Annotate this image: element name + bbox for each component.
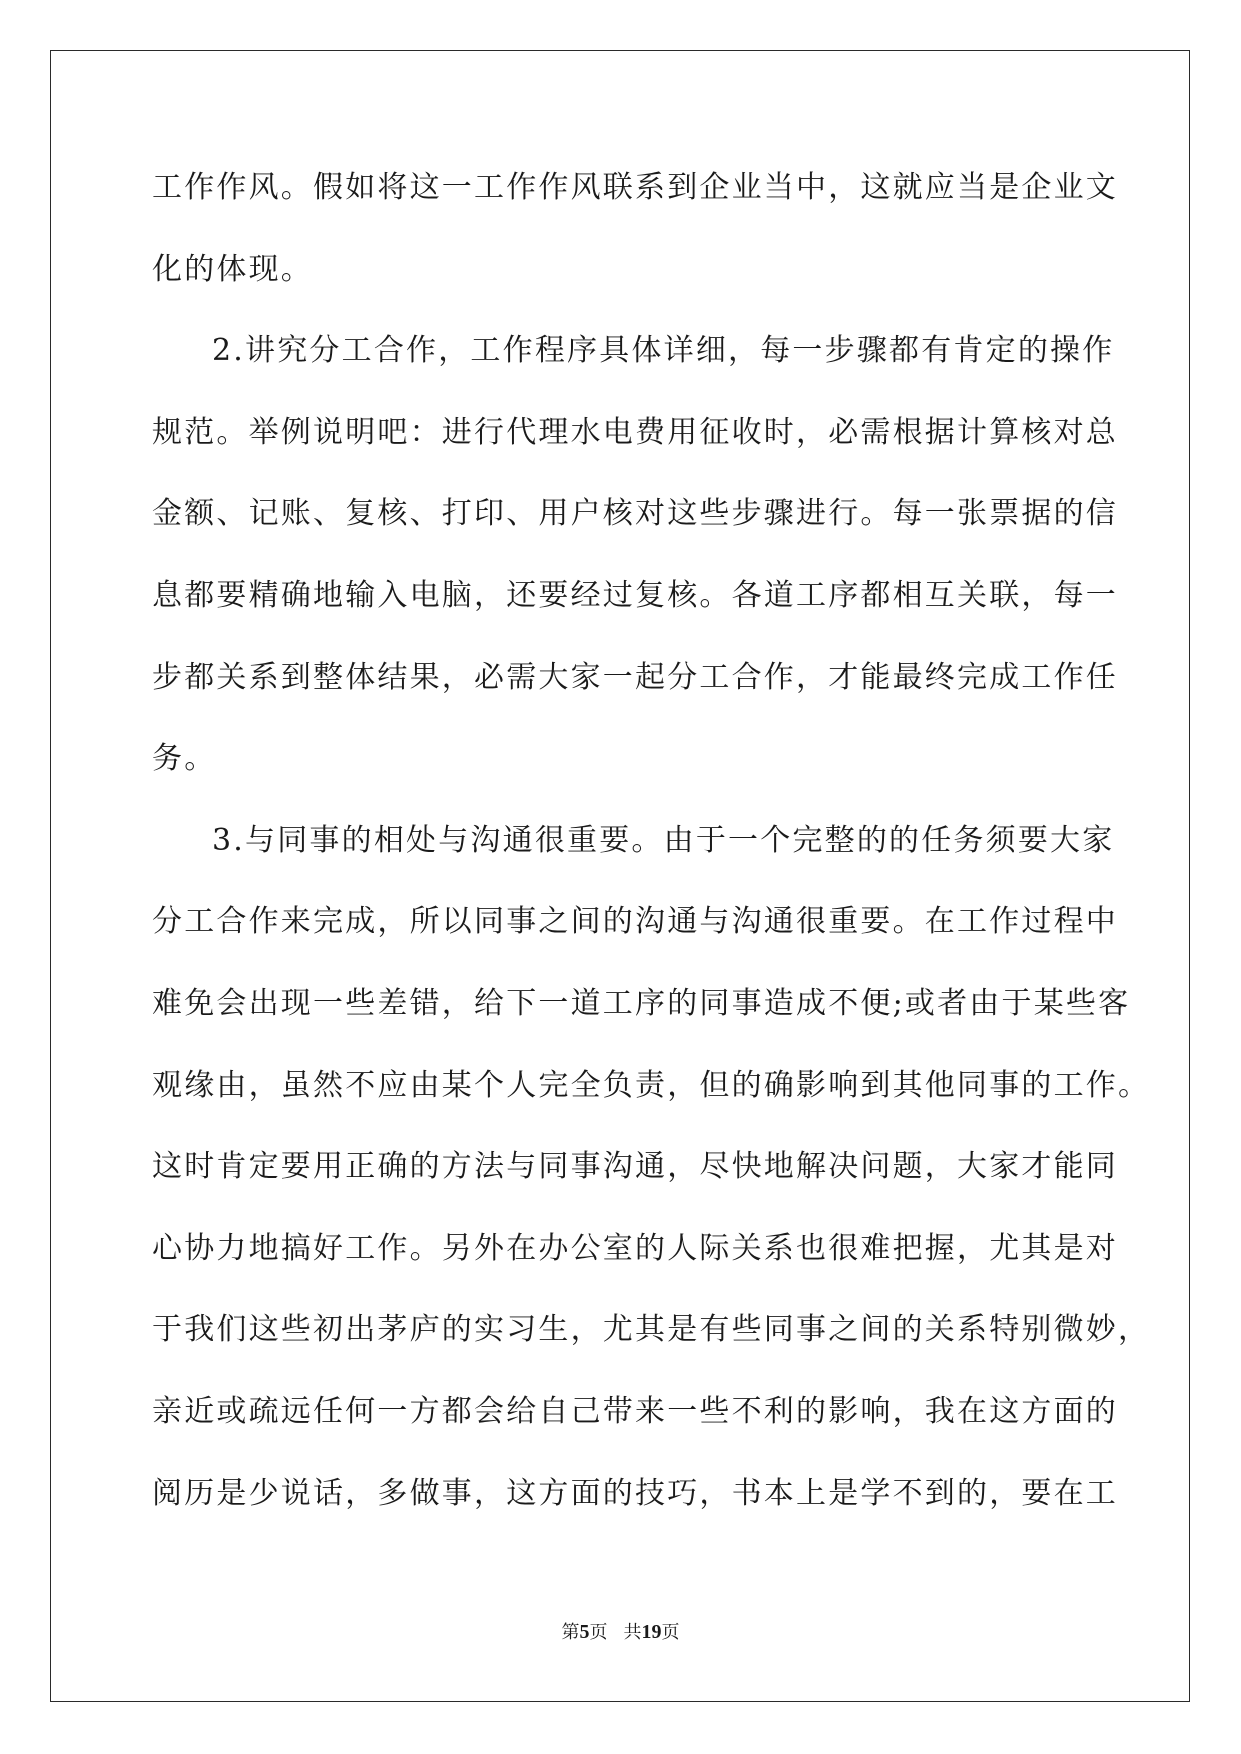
page-suffix: 页: [589, 1622, 608, 1643]
text-line: 心协力地搞好工作。另外在办公室的人际关系也很难把握，尤其是对: [152, 1230, 1118, 1266]
text-line: 金额、记账、复核、打印、用户核对这些步骤进行。每一张票据的信: [152, 496, 1118, 532]
text-line: 观缘由，虽然不应由某个人完全负责，但的确影响到其他同事的工作。: [152, 1067, 1151, 1103]
text-line: 亲近或疏远任何一方都会给自己带来一些不利的影响，我在这方面的: [152, 1393, 1118, 1429]
text-line: 这时肯定要用正确的方法与同事沟通，尽快地解决问题，大家才能同: [152, 1149, 1118, 1185]
total-suffix: 页: [661, 1622, 680, 1643]
text-line: 步都关系到整体结果，必需大家一起分工合作，才能最终完成工作任: [152, 659, 1118, 695]
text-line: 难免会出现一些差错，给下一道工序的同事造成不便;或者由于某些客: [152, 985, 1131, 1021]
total-pages: 19: [641, 1621, 662, 1643]
text-line: 于我们这些初出茅庐的实习生，尤其是有些同事之间的关系特别微妙，: [152, 1312, 1151, 1348]
text-line: 分工合作来完成，所以同事之间的沟通与沟通很重要。在工作过程中: [152, 904, 1118, 940]
page-number: 5: [579, 1621, 590, 1643]
paragraph-start-line: 3.与同事的相处与沟通很重要。由于一个完整的的任务须要大家: [212, 822, 1115, 858]
text-line: 化的体现。: [152, 251, 313, 287]
page-prefix: 第: [561, 1622, 580, 1643]
text-line: 务。: [152, 741, 217, 777]
text-line: 工作作风。假如将这一工作作风联系到企业当中，这就应当是企业文: [152, 170, 1118, 205]
document-body: [152, 164, 1151, 1551]
text-line: 息都要精确地输入电脑，还要经过复核。各道工序都相互关联，每一: [152, 577, 1118, 613]
total-prefix: 共: [623, 1622, 642, 1643]
paragraph-start-line: 2.讲究分工合作，工作程序具体详细，每一步骤都有肯定的操作: [212, 333, 1115, 369]
text-line: 阅历是少说话，多做事，这方面的技巧，书本上是学不到的，要在工: [152, 1475, 1118, 1511]
text-line: 规范。举例说明吧：进行代理水电费用征收时，必需根据计算核对总: [152, 414, 1118, 450]
page-footer: [0, 1620, 1241, 1645]
